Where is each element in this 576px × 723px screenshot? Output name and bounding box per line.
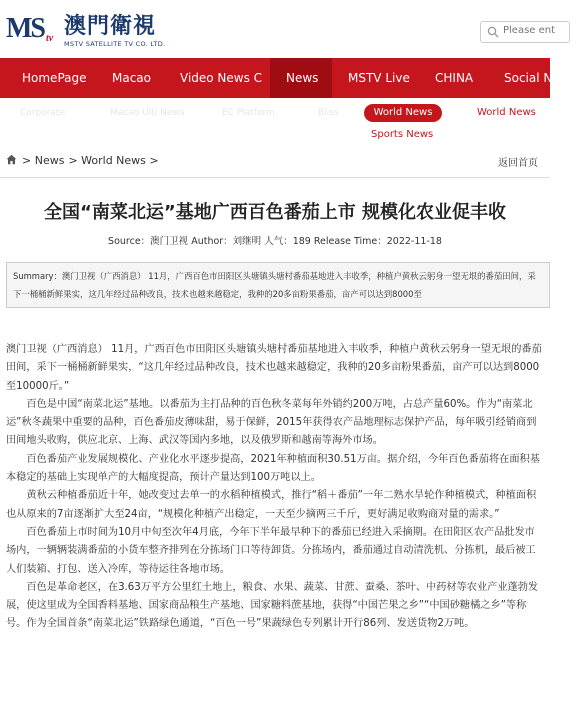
search-icon[interactable] xyxy=(487,26,499,38)
search-input[interactable] xyxy=(503,25,563,36)
nav-item-video-news[interactable]: Video News C xyxy=(180,71,263,85)
subnav-ghost-item[interactable]: Bliss xyxy=(318,108,339,118)
article-paragraph: 百色是中国“南菜北运”基地。以番茄为主打品种的百色秋冬菜每年外销约200万吨，占总产量60%。作为“南菜北运”秋冬蔬果中重要的品种，百色番茄皮薄味甜，易于保鲜，2015年获得农产品地理标志保护产品，每年吸引经销商到田间地头收购，供应北京、上海、武汉等国内多地，以及俄罗斯和越南等海外市场。 xyxy=(6,398,537,447)
article-body xyxy=(6,341,544,634)
article-summary xyxy=(6,262,550,308)
search-box[interactable] xyxy=(480,21,570,43)
nav-item-social-news[interactable]: Social Ne xyxy=(504,71,560,85)
logo-english-name: MSTV SATELLITE TV CO. LTD. xyxy=(64,40,166,48)
subnav-sports-news-link[interactable]: Sports News xyxy=(371,129,434,140)
article-paragraph: 黄秋云种植番茄近十年，她改变过去单一的水稻种植模式，推行“稻＋番茄”一年二熟水旱轮作种植模式，种植面积也从原来的7亩逐渐扩大至24亩，“规模化种植产出稳定，一天至少摘两三千斤，更好满足收购商对量的需求。” xyxy=(6,490,537,520)
site-header xyxy=(0,0,550,58)
nav-item-mstv-live[interactable]: MSTV Live xyxy=(348,71,410,85)
article-paragraph: 百色是革命老区，在3.63万平方公里红土地上，粮食、水果、蔬菜、甘蔗、蚕桑、茶叶、中药材等农业产业蓬勃发展，使这里成为全国香料基地、国家商品粮生产基地、国家糖料蔗基地，获得“中国芒果之乡”“中国砂糖橘之乡”等称号。作为全国首条“南菜北运”铁路绿色通道，“百色一号”果蔬绿色专列累计开行86列、发送货物2万吨。 xyxy=(6,581,539,630)
article-paragraph: 澳门卫视（广西消息） 11月，广西百色市田阳区头塘镇头塘村番茄基地进入丰收季，种植户黄秋云躬身一望无垠的番茄田间，采下一桶桶新鲜果实，“这几年经过品种改良，技术也越来越稳定，我种的20多亩粉果番茄，亩产可以达到8000至10000斤。” xyxy=(6,344,542,392)
breadcrumb-divider xyxy=(0,177,550,178)
logo-chinese-name: 澳門衛視 xyxy=(64,14,157,39)
article-meta: Source：澳门卫视 Author：刘继明 人气：189 Release Time：2022-11-18 xyxy=(108,236,442,247)
breadcrumb-news[interactable]: > News xyxy=(22,154,65,167)
home-icon[interactable] xyxy=(6,154,17,165)
site-logo[interactable] xyxy=(6,14,176,48)
summary-text: 澳门卫视（广西消息） 11月，广西百色市田阳区头塘镇头塘村番茄基地进入丰收季，种植户黄秋云躬身一望无垠的番茄田间，采下一桶桶新鲜果实，这几年经过品种改良，技术也越来越稳定，我种的20多亩粉果番茄，亩产可以达到8000至 xyxy=(13,271,536,299)
logo-mark xyxy=(6,13,54,44)
nav-item-china[interactable]: CHINA xyxy=(435,71,474,85)
nav-item-macao[interactable]: Macao xyxy=(112,71,151,85)
summary-label: Summary： xyxy=(13,271,62,281)
article-paragraph: 百色番茄产业发展规模化、产业化水平逐步提高，2021年种植面积30.51万亩。据介绍，今年百色番茄将在面积基本稳定的基础上实现单产的大幅度提高，预计产量达到100万吨以上。 xyxy=(6,453,540,484)
sub-nav xyxy=(0,98,550,128)
subnav-ghost-item[interactable]: Corporate xyxy=(20,108,65,118)
breadcrumb xyxy=(6,154,163,168)
subnav-world-news-link[interactable]: World News xyxy=(477,107,536,118)
nav-item-homepage[interactable]: HomePage xyxy=(22,71,87,85)
nav-item-news[interactable]: News xyxy=(270,58,332,98)
article-title: 全国“南菜北运”基地广西百色番茄上市 规模化农业促丰收 xyxy=(44,202,506,223)
article-paragraph: 百色番茄上市时间为10月中旬至次年4月底，今年下半年最早种下的番茄已经进入采摘期。在田阳区农产品批发市场内，一辆辆装满番茄的小货车整齐排列在分拣场门口等待卸货。分拣场内，番茄通过自动清洗机、分拣机，最后被工人们装箱、打包、送入冷库，等待运往各地市场。 xyxy=(6,526,536,575)
logo-mark-letters: MS xyxy=(6,13,44,44)
subnav-ghost-item[interactable]: Macao Ulti News xyxy=(110,108,185,118)
back-to-home-link[interactable]: 返回首页 xyxy=(498,158,538,169)
main-nav xyxy=(0,58,560,98)
logo-mark-tv: tv xyxy=(46,33,54,44)
subnav-ghost-item[interactable]: EC Platform xyxy=(222,108,275,118)
subnav-world-news-active[interactable]: World News xyxy=(364,104,442,122)
breadcrumb-world-news[interactable]: > World News > xyxy=(68,154,159,167)
